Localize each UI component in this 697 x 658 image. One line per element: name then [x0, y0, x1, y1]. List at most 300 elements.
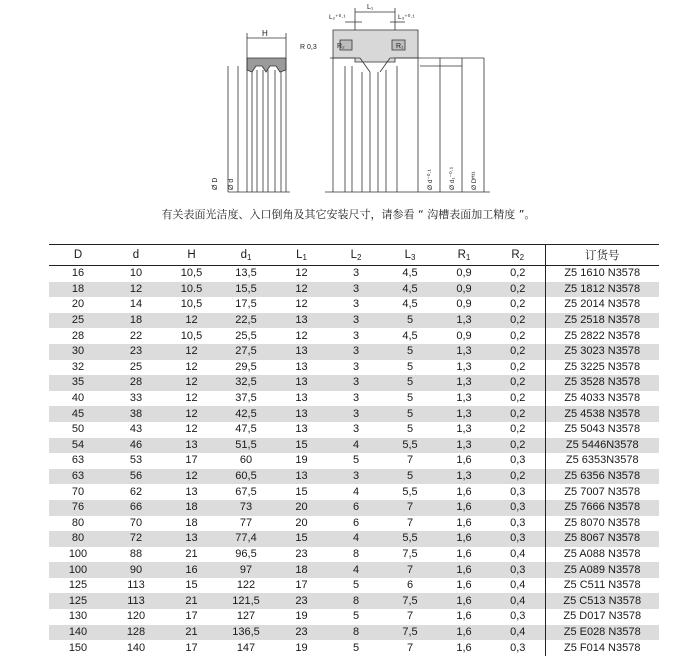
table-cell: 10,5 — [180, 298, 203, 311]
column-header-label: R — [511, 248, 520, 261]
table-cell: 1,3 — [456, 392, 472, 405]
order-number-cell: Z5 2822 N3578 — [545, 328, 659, 344]
table-body — [49, 266, 659, 656]
table-cell: 0,4 — [510, 579, 526, 592]
table-cell: 136,5 — [218, 625, 274, 641]
table-cell: 13 — [165, 531, 218, 547]
order-number-cell: Z5 2518 N3578 — [545, 313, 659, 329]
table-cell: 16 — [71, 267, 85, 280]
table-cell: 60,5 — [218, 469, 274, 485]
table-row — [49, 282, 659, 298]
table-cell: 4,5 — [383, 282, 437, 298]
table-cell: 80 — [49, 531, 107, 547]
table-cell: 62 — [129, 485, 143, 498]
table-row — [49, 640, 659, 656]
table-cell: 147 — [236, 641, 256, 654]
table-cell: 30 — [49, 344, 107, 360]
table-cell: 1,3 — [437, 375, 491, 391]
table-cell: 5 — [352, 454, 360, 467]
order-number-cell: Z5 3023 N3578 — [545, 344, 659, 360]
order-number-cell: Z5 8067 N3578 — [545, 531, 659, 547]
table-cell: 3 — [352, 267, 360, 280]
order-number-cell: Z5 A089 N3578 — [545, 562, 659, 578]
table-cell: 80 — [71, 516, 85, 529]
table-cell: 1,6 — [456, 454, 472, 467]
table-cell: 1,3 — [437, 406, 491, 422]
table-cell: 18 — [185, 516, 198, 529]
table-cell: 0,2 — [491, 438, 545, 454]
table-cell: 0,3 — [491, 531, 545, 547]
column-header-subscript: 2 — [356, 252, 362, 262]
table-cell: 32 — [71, 360, 85, 373]
table-row — [49, 516, 659, 532]
table-cell: 17 — [185, 610, 198, 623]
table-row — [49, 406, 659, 422]
table-cell: 66 — [107, 500, 165, 516]
order-number-cell: Z5 6353N3578 — [545, 453, 659, 469]
table-cell: 130 — [68, 610, 88, 623]
table-cell: 3 — [329, 313, 383, 329]
table-cell: 15 — [274, 438, 329, 454]
table-cell: 40 — [71, 392, 85, 405]
table-row — [49, 438, 659, 454]
table-cell: 5 — [406, 423, 414, 436]
table-cell: 1,6 — [456, 547, 472, 560]
table-cell: 13 — [274, 469, 329, 485]
column-header-subscript: 2 — [519, 252, 525, 262]
table-cell: 5,5 — [383, 531, 437, 547]
table-cell: 0,2 — [491, 313, 545, 329]
table-cell: 5 — [406, 392, 414, 405]
table-cell: 13 — [274, 406, 329, 422]
table-cell: 122 — [236, 579, 256, 592]
table-cell: 72 — [107, 531, 165, 547]
table-cell: 0,3 — [491, 500, 545, 516]
table-cell: 8 — [329, 625, 383, 641]
table-cell: 1,3 — [437, 438, 491, 454]
table-cell: 42,5 — [218, 406, 274, 422]
d1-label: Ø d₁⁻⁰·¹ — [449, 166, 456, 190]
table-cell: 60 — [239, 454, 253, 467]
table-cell: 0,4 — [491, 593, 545, 609]
table-cell: 22 — [129, 329, 143, 342]
table-cell: 19 — [295, 641, 308, 654]
order-number-cell: Z5 3225 N3578 — [545, 360, 659, 376]
table-cell: 33 — [129, 392, 143, 405]
column-header-label: L — [404, 248, 411, 261]
h-dimension-label: H — [262, 29, 268, 38]
order-number-cell: Z5 4033 N3578 — [545, 391, 659, 407]
order-number-cell: Z5 A088 N3578 — [545, 547, 659, 563]
table-cell: 113 — [107, 593, 165, 609]
table-cell: 0,3 — [510, 516, 526, 529]
order-number-cell: Z5 D017 N3578 — [545, 609, 659, 625]
table-cell: 1,6 — [456, 516, 472, 529]
table-cell: 1,6 — [437, 531, 491, 547]
table-cell: 19 — [295, 610, 308, 623]
table-cell: 13 — [274, 313, 329, 329]
table-cell: 0,2 — [491, 375, 545, 391]
column-header — [107, 245, 165, 266]
table-cell: 5 — [352, 641, 360, 654]
table-cell: 13 — [185, 485, 198, 498]
table-cell: 0,2 — [510, 267, 526, 280]
table-cell: 35 — [49, 375, 107, 391]
table-cell: 63 — [49, 469, 107, 485]
table-cell: 12 — [274, 282, 329, 298]
table-cell: 5 — [352, 610, 360, 623]
table-cell: 10,5 — [180, 267, 203, 280]
table-cell: 0,2 — [510, 329, 526, 342]
order-number-cell: Z5 E028 N3578 — [545, 625, 659, 641]
table-cell: 47,5 — [235, 423, 257, 436]
table-cell: 96,5 — [235, 547, 257, 560]
table-cell: 1,6 — [456, 610, 472, 623]
column-header — [491, 245, 545, 266]
table-cell: 1,3 — [437, 469, 491, 485]
table-cell: 20 — [295, 516, 308, 529]
table-cell: 4,5 — [402, 298, 418, 311]
table-cell: 4 — [329, 438, 383, 454]
table-cell: 140 — [49, 625, 107, 641]
order-number-cell: Z5 C511 N3578 — [545, 578, 659, 594]
table-cell: 21 — [165, 625, 218, 641]
table-cell: 3 — [329, 282, 383, 298]
table-cell: 73 — [218, 500, 274, 516]
column-header — [329, 245, 383, 266]
table-cell: 4 — [352, 485, 360, 498]
table-cell: 45 — [49, 406, 107, 422]
table-row — [49, 344, 659, 360]
table-cell: 16 — [165, 562, 218, 578]
table-cell: 0,2 — [510, 360, 526, 373]
table-cell: 1,3 — [437, 313, 491, 329]
table-cell: 77 — [239, 516, 253, 529]
table-cell: 1,6 — [437, 562, 491, 578]
header-row — [49, 245, 659, 266]
table-cell: 76 — [49, 500, 107, 516]
r03-label: R 0,3 — [300, 44, 317, 51]
order-number-cell: Z5 C513 N3578 — [545, 593, 659, 609]
r2-label: R₂ — [337, 43, 345, 50]
table-cell: 120 — [126, 610, 146, 623]
table-cell: 13 — [295, 360, 308, 373]
table-cell: 3 — [329, 375, 383, 391]
table-cell: 8 — [329, 593, 383, 609]
table-cell: 18 — [165, 500, 218, 516]
table-cell: 67,5 — [235, 485, 257, 498]
table-cell: 13 — [274, 344, 329, 360]
table-cell: 17 — [185, 641, 198, 654]
table-row — [49, 266, 659, 282]
table-cell: 21 — [165, 593, 218, 609]
table-cell: 19 — [295, 454, 308, 467]
table-cell: 29,5 — [235, 360, 257, 373]
table-row — [49, 562, 659, 578]
column-header-label: d — [240, 248, 247, 261]
table-cell: 4 — [329, 562, 383, 578]
table-cell: 18 — [107, 313, 165, 329]
table-cell: 46 — [107, 438, 165, 454]
table-cell: 125 — [68, 579, 88, 592]
od-label: Ø D — [212, 177, 219, 190]
table-row — [49, 531, 659, 547]
table-row — [49, 422, 659, 438]
table-cell: 0,3 — [510, 610, 526, 623]
table-cell: 1,3 — [456, 360, 472, 373]
table-cell: 7 — [406, 641, 414, 654]
column-header-subscript: 3 — [410, 252, 416, 262]
table-cell: 5 — [383, 344, 437, 360]
column-header-label: R — [457, 248, 466, 261]
table-cell: 25 — [49, 313, 107, 329]
table-cell: 13 — [274, 375, 329, 391]
table-cell: 15 — [295, 485, 308, 498]
table-row — [49, 593, 659, 609]
table-cell: 12 — [165, 406, 218, 422]
table-cell: 3 — [329, 344, 383, 360]
table-cell: 50 — [71, 423, 85, 436]
column-header-label: 订货号 — [585, 250, 620, 262]
l3-label: L₃⁺⁰·¹ — [398, 14, 415, 21]
table-cell: 28 — [107, 375, 165, 391]
table-cell: 128 — [107, 625, 165, 641]
table-cell: 28 — [71, 329, 85, 342]
table-cell: 0,2 — [491, 344, 545, 360]
table-cell: 0,9 — [456, 267, 472, 280]
table-cell: 18 — [274, 562, 329, 578]
table-cell: 53 — [129, 454, 143, 467]
installation-note: 有关表面光洁度、入口倒角及其它安装尺寸，请参看 “ 沟槽表面加工精度 ”。 — [161, 208, 536, 221]
groove-section — [325, 8, 490, 192]
table-cell: 23 — [274, 625, 329, 641]
r1-label: R₁ — [396, 43, 404, 50]
table-cell: 88 — [129, 547, 143, 560]
table-cell: 12 — [185, 423, 198, 436]
table-cell: 3 — [352, 423, 360, 436]
seal-technical-drawing — [0, 0, 697, 200]
table-cell: 97 — [218, 562, 274, 578]
table-cell: 5 — [383, 313, 437, 329]
table-cell: 14 — [129, 298, 143, 311]
table-cell: 38 — [107, 406, 165, 422]
table-cell: 0,2 — [491, 469, 545, 485]
column-header — [545, 245, 659, 266]
table-cell: 0,3 — [510, 485, 526, 498]
order-number-cell: Z5 7666 N3578 — [545, 500, 659, 516]
table-cell: 0,4 — [491, 625, 545, 641]
table-cell: 10,5 — [180, 329, 203, 342]
table-cell: 51,5 — [218, 438, 274, 454]
column-header — [49, 245, 107, 266]
table-cell: 100 — [49, 562, 107, 578]
table-cell: 13 — [165, 438, 218, 454]
table-cell: 0,2 — [510, 392, 526, 405]
table-cell: 20 — [71, 298, 85, 311]
table-cell: 77,4 — [218, 531, 274, 547]
order-number-cell: Z5 F014 N3578 — [545, 640, 659, 656]
table-cell: 23 — [107, 344, 165, 360]
column-header-subscript: 1 — [465, 252, 471, 262]
l1-label: L₁ — [367, 4, 374, 11]
table-cell: 3 — [352, 392, 360, 405]
table-cell: 0,2 — [510, 298, 526, 311]
table-cell: 6 — [329, 500, 383, 516]
table-cell: 13 — [295, 423, 308, 436]
table-cell: 17 — [185, 454, 198, 467]
table-cell: 0,9 — [456, 298, 472, 311]
column-header — [274, 245, 329, 266]
table-row — [49, 609, 659, 625]
table-cell: 7,5 — [383, 593, 437, 609]
table-cell: 5 — [383, 375, 437, 391]
order-number-cell: Z5 5043 N3578 — [545, 422, 659, 438]
table-row — [49, 578, 659, 594]
d-f9-label: Ø d⁻⁰·¹ — [427, 169, 434, 190]
table-cell: 5,5 — [383, 438, 437, 454]
table-cell: 54 — [49, 438, 107, 454]
table-cell: 7,5 — [402, 547, 418, 560]
table-cell: 15 — [185, 579, 198, 592]
table-cell: 13,5 — [235, 267, 257, 280]
table-cell: 63 — [71, 454, 85, 467]
table-cell: 10.5 — [165, 282, 218, 298]
table-row — [49, 391, 659, 407]
table-cell: 12 — [295, 267, 308, 280]
table-cell: 18 — [49, 282, 107, 298]
table-cell: 0,3 — [510, 454, 526, 467]
table-cell: 1,6 — [437, 625, 491, 641]
table-cell: 0,9 — [456, 329, 472, 342]
table-cell: 25,5 — [235, 329, 257, 342]
table-row — [49, 297, 659, 313]
table-cell: 3 — [329, 406, 383, 422]
column-header-label: L — [350, 248, 357, 261]
table-cell: 15,5 — [218, 282, 274, 298]
table-cell: 5,5 — [402, 485, 418, 498]
table-cell: 3 — [352, 360, 360, 373]
table-cell: 0,2 — [491, 406, 545, 422]
table-cell: 3 — [352, 329, 360, 342]
table-cell: 27,5 — [218, 344, 274, 360]
column-header — [165, 245, 218, 266]
table-header — [49, 245, 659, 266]
table-cell: 12 — [185, 392, 198, 405]
table-row — [49, 375, 659, 391]
table-row — [49, 484, 659, 500]
table-cell: 125 — [49, 593, 107, 609]
table-cell: 0,4 — [510, 547, 526, 560]
table-cell: 22,5 — [218, 313, 274, 329]
table-cell: 12 — [107, 282, 165, 298]
table-cell: 13 — [295, 392, 308, 405]
table-cell: 4 — [329, 531, 383, 547]
table-cell: 25 — [129, 360, 143, 373]
column-header-label: L — [296, 248, 303, 261]
order-number-cell: Z5 7007 N3578 — [545, 484, 659, 500]
table-cell: 17 — [295, 579, 308, 592]
table-row — [49, 625, 659, 641]
order-number-cell: Z5 8070 N3578 — [545, 516, 659, 532]
table-cell: 127 — [236, 610, 256, 623]
table-cell: 121,5 — [218, 593, 274, 609]
column-header-label: H — [187, 249, 196, 261]
table-cell: 12 — [185, 360, 198, 373]
table-cell: 7 — [406, 516, 414, 529]
table-cell: 70 — [71, 485, 85, 498]
table-cell: 7 — [383, 562, 437, 578]
column-header-label: d — [132, 249, 140, 261]
table-cell: 17,5 — [235, 298, 257, 311]
table-cell: 150 — [68, 641, 88, 654]
table-cell: 0,3 — [491, 562, 545, 578]
table-cell: 113 — [127, 579, 145, 592]
table-cell: 21 — [185, 547, 198, 560]
seal-cross-section — [228, 33, 290, 192]
table-cell: 20 — [274, 500, 329, 516]
table-cell: 3 — [352, 298, 360, 311]
table-cell: 23 — [295, 547, 308, 560]
column-header-subscript: 1 — [246, 252, 252, 262]
column-header — [218, 245, 274, 266]
table-cell: 0,3 — [510, 641, 526, 654]
table-cell: 0,2 — [491, 282, 545, 298]
table-cell: 12 — [165, 375, 218, 391]
order-number-cell: Z5 5446N3578 — [545, 438, 659, 454]
order-number-cell: Z5 3528 N3578 — [545, 375, 659, 391]
column-header-label: D — [73, 249, 83, 261]
table-cell: 0,9 — [437, 282, 491, 298]
table-cell: 23 — [274, 593, 329, 609]
table-row — [49, 469, 659, 485]
table-cell: 56 — [107, 469, 165, 485]
table-row — [49, 313, 659, 329]
table-cell: 15 — [274, 531, 329, 547]
order-number-cell: Z5 2014 N3578 — [545, 297, 659, 313]
table-cell: 5 — [383, 406, 437, 422]
table-cell: 1,6 — [437, 593, 491, 609]
table-cell: 7 — [406, 610, 414, 623]
d-h11-label: Ø Dᴴ¹¹ — [471, 171, 478, 190]
column-header-subscript: 1 — [302, 252, 307, 262]
id-label: Ø d — [228, 178, 235, 190]
table-cell: 6 — [352, 516, 360, 529]
dimension-table — [49, 244, 659, 656]
table-cell: 1,6 — [456, 641, 472, 654]
table-cell: 7,5 — [383, 625, 437, 641]
table-cell: 70 — [129, 516, 143, 529]
table-cell: 100 — [68, 547, 88, 560]
table-cell: 6 — [406, 579, 414, 592]
table-cell: 32,5 — [218, 375, 274, 391]
table-cell: 5 — [406, 360, 414, 373]
table-cell: 3 — [329, 469, 383, 485]
table-cell: 5 — [383, 469, 437, 485]
table-row — [49, 500, 659, 516]
column-header — [437, 245, 491, 266]
table-cell: 140 — [126, 641, 146, 654]
table-row — [49, 453, 659, 469]
table-cell: 1,3 — [437, 344, 491, 360]
order-number-cell: Z5 1812 N3578 — [545, 282, 659, 298]
table-cell: 12 — [165, 469, 218, 485]
table-cell: 1,6 — [456, 579, 472, 592]
table-row — [49, 328, 659, 344]
column-header — [383, 245, 437, 266]
table-cell: 5 — [352, 579, 360, 592]
table-cell: 43 — [129, 423, 143, 436]
table-cell: 7 — [406, 454, 414, 467]
